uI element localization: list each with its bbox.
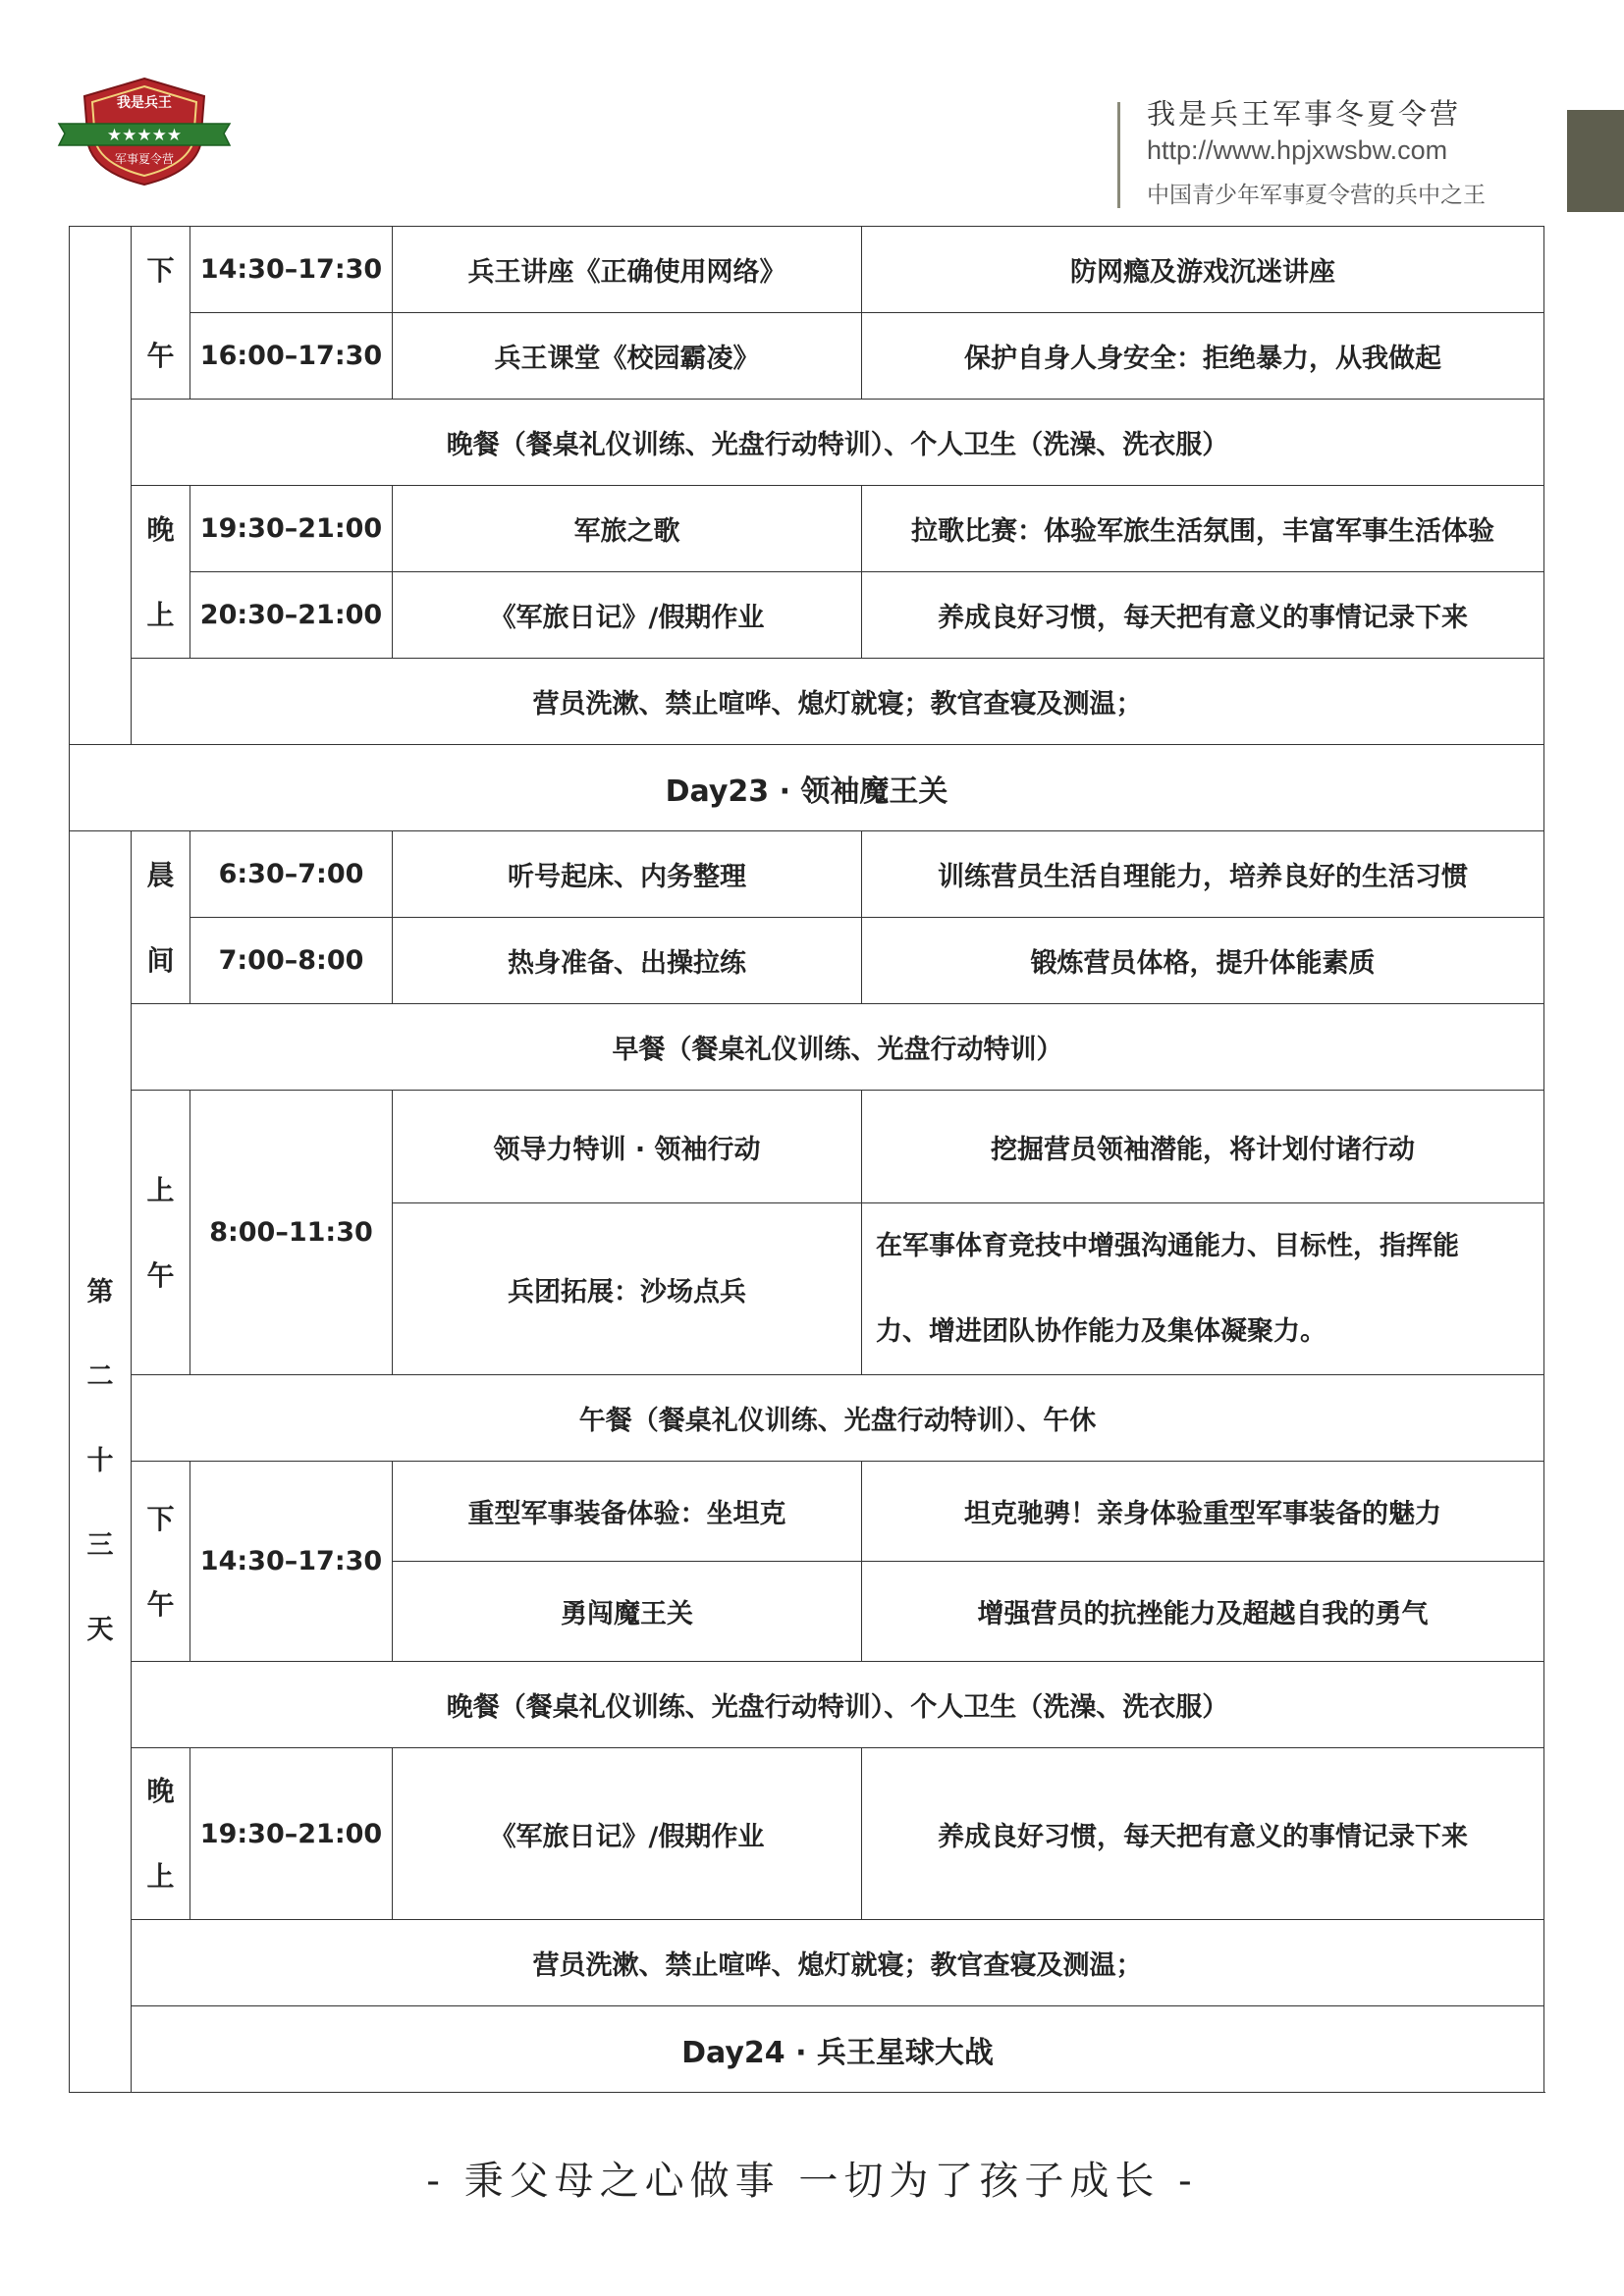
- table-row: [70, 831, 1544, 918]
- header-tagline: 中国青少年军事夏令营的兵中之王: [1147, 183, 1486, 208]
- activity-cell: 热身准备、出操拉练: [393, 918, 862, 1004]
- bedtime-row: [70, 1920, 1544, 2006]
- meal-row: [70, 400, 1544, 486]
- time-cell: 19:30–21:00: [190, 486, 393, 572]
- period-cell: [132, 1748, 190, 1920]
- meal-row: [70, 1375, 1544, 1462]
- desc-cell: 拉歌比赛：体验军旅生活氛围，丰富军事生活体验: [862, 486, 1544, 572]
- activity-cell: 《军旅日记》/假期作业: [393, 572, 862, 659]
- activity-cell: 兵王讲座《正确使用网络》: [393, 227, 862, 313]
- activity-cell: 军旅之歌: [393, 486, 862, 572]
- activity-cell: 兵团拓展：沙场点兵: [393, 1203, 862, 1375]
- period-label: 晨 间: [146, 858, 175, 977]
- activity-cell: 领导力特训 · 领袖行动: [393, 1091, 862, 1203]
- desc-line: 力、增进团队协作能力及集体凝聚力。: [876, 1316, 1326, 1347]
- period-cell: [132, 227, 190, 400]
- breakfast-cell: 早餐（餐桌礼仪训练、光盘行动特训）: [132, 1004, 1544, 1091]
- bedtime-cell: 营员洗漱、禁止喧哗、熄灯就寝；教官查寝及测温；: [132, 659, 1544, 745]
- day-header-row: [70, 745, 1544, 831]
- desc-cell: 锻炼营员体格，提升体能素质: [862, 918, 1544, 1004]
- activity-cell: 兵王课堂《校园霸凌》: [393, 313, 862, 400]
- desc-cell: [862, 1203, 1544, 1375]
- time-cell: 16:00–17:30: [190, 313, 393, 400]
- period-label: 晚 上: [146, 512, 175, 631]
- corner-decoration: [1567, 110, 1624, 212]
- period-label: 下 午: [146, 1502, 175, 1621]
- table-row: [70, 1091, 1544, 1203]
- schedule-table: [69, 226, 1544, 2093]
- table-row: [70, 918, 1544, 1004]
- day22-label-cell: [70, 227, 132, 745]
- desc-cell: 坦克驰骋！亲身体验重型军事装备的魅力: [862, 1462, 1544, 1562]
- activity-cell: 听号起床、内务整理: [393, 831, 862, 918]
- table-row: [70, 572, 1544, 659]
- period-cell: [132, 486, 190, 659]
- desc-cell: 养成良好习惯，每天把有意义的事情记录下来: [862, 1748, 1544, 1920]
- desc-cell: 防网瘾及游戏沉迷讲座: [862, 227, 1544, 313]
- page-header: [0, 0, 1624, 226]
- period-label: 上 午: [146, 1173, 175, 1292]
- table-row: [70, 227, 1544, 313]
- time-cell: 14:30–17:30: [190, 1462, 393, 1662]
- period-cell: [132, 1091, 190, 1375]
- logo-text-top: 我是兵王: [117, 95, 172, 111]
- day23-label-cell: [70, 831, 132, 2093]
- table-row: [70, 1462, 1544, 1562]
- desc-cell: 训练营员生活自理能力，培养良好的生活习惯: [862, 831, 1544, 918]
- desc-cell: 养成良好习惯，每天把有意义的事情记录下来: [862, 572, 1544, 659]
- period-label: 晚 上: [146, 1775, 175, 1893]
- time-cell: 20:30–21:00: [190, 572, 393, 659]
- table-row: [70, 1748, 1544, 1920]
- logo-text-bottom: 军事夏令营: [114, 152, 175, 166]
- bedtime-row: [70, 659, 1544, 745]
- meal-row: [70, 1662, 1544, 1748]
- table-row: [70, 313, 1544, 400]
- desc-cell: 保护自身人身安全：拒绝暴力，从我做起: [862, 313, 1544, 400]
- day24-title: Day24 · 兵王星球大战: [132, 2006, 1544, 2093]
- activity-cell: 重型军事装备体验：坐坦克: [393, 1462, 862, 1562]
- dinner-cell: 晚餐（餐桌礼仪训练、光盘行动特训）、个人卫生（洗澡、洗衣服）: [132, 1662, 1544, 1748]
- dinner-cell: 晚餐（餐桌礼仪训练、光盘行动特训）、个人卫生（洗澡、洗衣服）: [132, 400, 1544, 486]
- desc-cell: 增强营员的抗挫能力及超越自我的勇气: [862, 1562, 1544, 1662]
- lunch-cell: 午餐（餐桌礼仪训练、光盘行动特训）、午休: [132, 1375, 1544, 1462]
- table-row: [70, 486, 1544, 572]
- time-cell: 6:30–7:00: [190, 831, 393, 918]
- camp-logo: [57, 77, 232, 187]
- activity-cell: 《军旅日记》/假期作业: [393, 1748, 862, 1920]
- meal-row: [70, 1004, 1544, 1091]
- header-divider: [1117, 102, 1120, 208]
- desc-cell: 挖掘营员领袖潜能，将计划付诸行动: [862, 1091, 1544, 1203]
- activity-cell: 勇闯魔王关: [393, 1562, 862, 1662]
- footer-slogan: - 秉父母之心做事 一切为了孩子成长 -: [426, 2159, 1198, 2204]
- period-cell: [132, 1462, 190, 1662]
- day23-title: Day23 · 领袖魔王关: [70, 745, 1544, 831]
- bedtime-cell: 营员洗漱、禁止喧哗、熄灯就寝；教官查寝及测温；: [132, 1920, 1544, 2006]
- desc-line: 在军事体育竞技中增强沟通能力、目标性，指挥能: [876, 1231, 1459, 1261]
- header-url[interactable]: http://www.hpjxwsbw.com: [1147, 135, 1448, 165]
- day23-label: 第 二 十 三 天: [86, 1277, 114, 1645]
- logo-stars: ★★★★★: [106, 126, 183, 145]
- period-label: 下 午: [146, 253, 175, 372]
- header-brand: 我是兵王军事冬夏令营: [1147, 97, 1462, 131]
- time-cell: 14:30–17:30: [190, 227, 393, 313]
- time-cell: 8:00–11:30: [190, 1091, 393, 1375]
- time-cell: 7:00–8:00: [190, 918, 393, 1004]
- day-header-row: [70, 2006, 1544, 2093]
- time-cell: 19:30–21:00: [190, 1748, 393, 1920]
- period-cell: [132, 831, 190, 1004]
